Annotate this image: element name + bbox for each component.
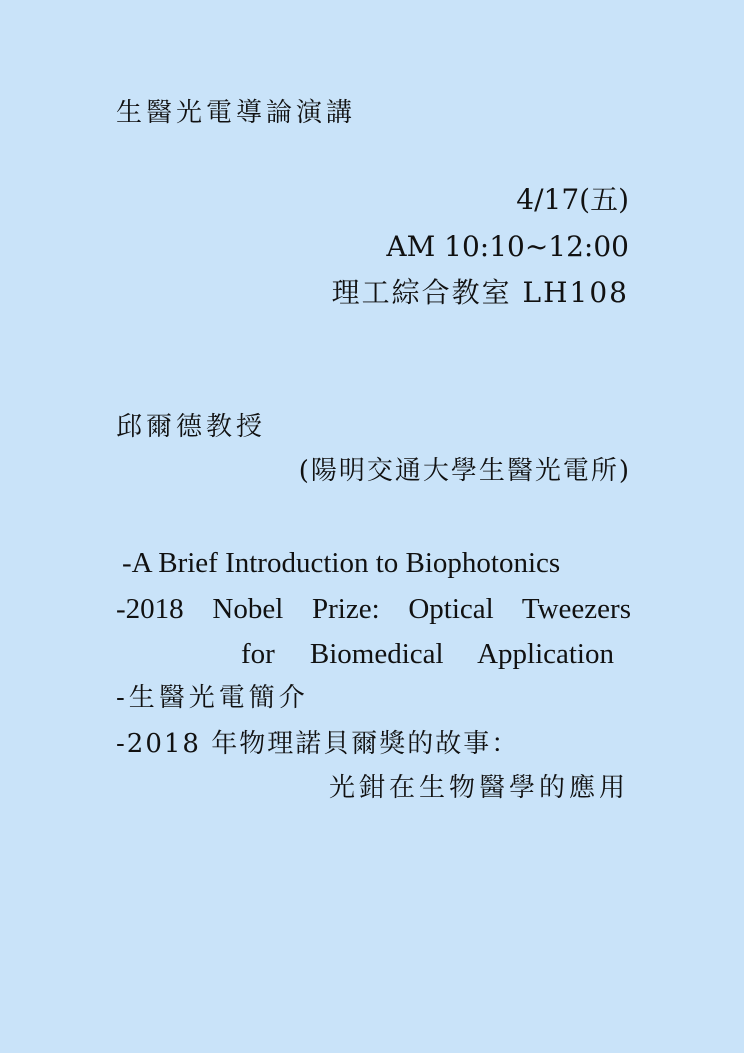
event-location: 理工綜合教室 LH108 xyxy=(331,276,629,309)
topic-chinese-3: 光鉗在生物醫學的應用 xyxy=(328,773,629,803)
topic-english-1: -A Brief Introduction to Biophotonics xyxy=(122,547,561,579)
event-date: 4/17(五) xyxy=(516,183,629,216)
topic-english-3: for Biomedical Application xyxy=(241,638,614,670)
speaker-affiliation: (陽明交通大學生醫光電所) xyxy=(298,456,631,486)
event-time: AM 10:10~12:00 xyxy=(386,230,629,263)
topic-chinese-1: -生醫光電簡介 xyxy=(116,683,309,713)
topic-english-2: -2018 Nobel Prize: Optical Tweezers xyxy=(116,593,631,625)
speaker-name: 邱爾德教授 xyxy=(116,412,267,442)
poster-title: 生醫光電導論演講 xyxy=(116,98,357,128)
topic-chinese-2: -2018 年物理諾貝爾獎的故事： xyxy=(116,729,520,759)
